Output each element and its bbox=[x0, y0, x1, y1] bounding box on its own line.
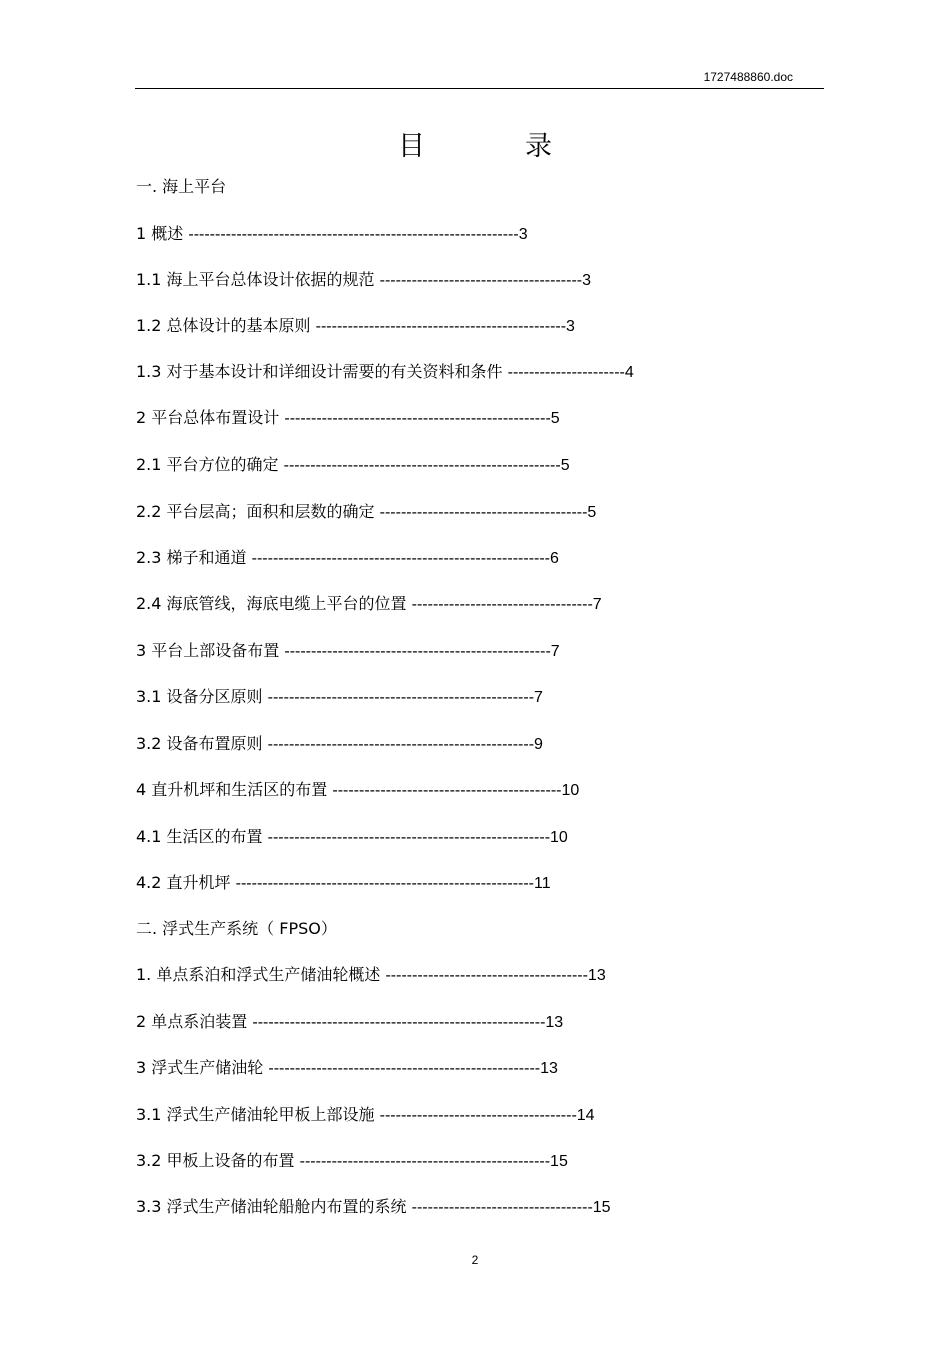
toc-entry[interactable]: 3.1 设备分区原则 --------------------------------------------------7 bbox=[136, 687, 543, 706]
toc-entry[interactable]: 4.1 生活区的布置 -----------------------------------------------------10 bbox=[136, 827, 568, 846]
toc-entry[interactable]: 2 平台总体布置设计 --------------------------------------------------5 bbox=[136, 408, 560, 427]
toc-entry[interactable]: 3 浮式生产储油轮 ---------------------------------------------------13 bbox=[136, 1058, 558, 1077]
toc-entry[interactable]: 1. 单点系泊和浮式生产储油轮概述 --------------------------------------13 bbox=[136, 965, 606, 984]
title-char-right: 录 bbox=[525, 131, 552, 162]
toc-entry[interactable]: 2 单点系泊装置 -------------------------------------------------------13 bbox=[136, 1012, 564, 1031]
toc-entry[interactable]: 二. 浮式生产系统（ FPSO） bbox=[136, 919, 337, 938]
header-filename: 1727488860.doc bbox=[703, 70, 793, 84]
toc-entry[interactable]: 1.3 对于基本设计和详细设计需要的有关资料和条件 ----------------------4 bbox=[136, 362, 634, 381]
toc-entry[interactable]: 2.3 梯子和通道 --------------------------------------------------------6 bbox=[136, 548, 559, 567]
toc-entry[interactable]: 3.1 浮式生产储油轮甲板上部设施 -------------------------------------14 bbox=[136, 1105, 595, 1124]
toc-entry[interactable]: 3 平台上部设备布置 --------------------------------------------------7 bbox=[136, 641, 560, 660]
toc-entry[interactable]: 4 直升机坪和生活区的布置 -------------------------------------------10 bbox=[136, 780, 580, 799]
toc-entry[interactable]: 一. 海上平台 bbox=[136, 177, 227, 196]
toc-entry[interactable]: 1 概述 --------------------------------------------------------------3 bbox=[136, 224, 528, 243]
toc-entry[interactable]: 3.2 设备布置原则 --------------------------------------------------9 bbox=[136, 734, 543, 753]
toc-entry[interactable]: 4.2 直升机坪 --------------------------------------------------------11 bbox=[136, 873, 551, 892]
toc-entry[interactable]: 1.1 海上平台总体设计依据的规范 --------------------------------------3 bbox=[136, 270, 591, 289]
toc-entry[interactable]: 2.4 海底管线，海底电缆上平台的位置 ----------------------------------7 bbox=[136, 594, 602, 613]
header-divider bbox=[135, 88, 824, 89]
toc-entry[interactable]: 3.2 甲板上设备的布置 -----------------------------------------------15 bbox=[136, 1151, 568, 1170]
toc-entry[interactable]: 3.3 浮式生产储油轮船舱内布置的系统 ----------------------------------15 bbox=[136, 1197, 611, 1216]
toc-entry[interactable]: 2.1 平台方位的确定 ----------------------------------------------------5 bbox=[136, 455, 570, 474]
toc-entry[interactable]: 1.2 总体设计的基本原则 -----------------------------------------------3 bbox=[136, 316, 575, 335]
toc-entry[interactable]: 2.2 平台层高；面积和层数的确定 ---------------------------------------5 bbox=[136, 502, 597, 521]
title-char-left: 目 bbox=[398, 131, 425, 162]
page-number: 2 bbox=[471, 1253, 479, 1267]
page-title bbox=[0, 124, 950, 163]
